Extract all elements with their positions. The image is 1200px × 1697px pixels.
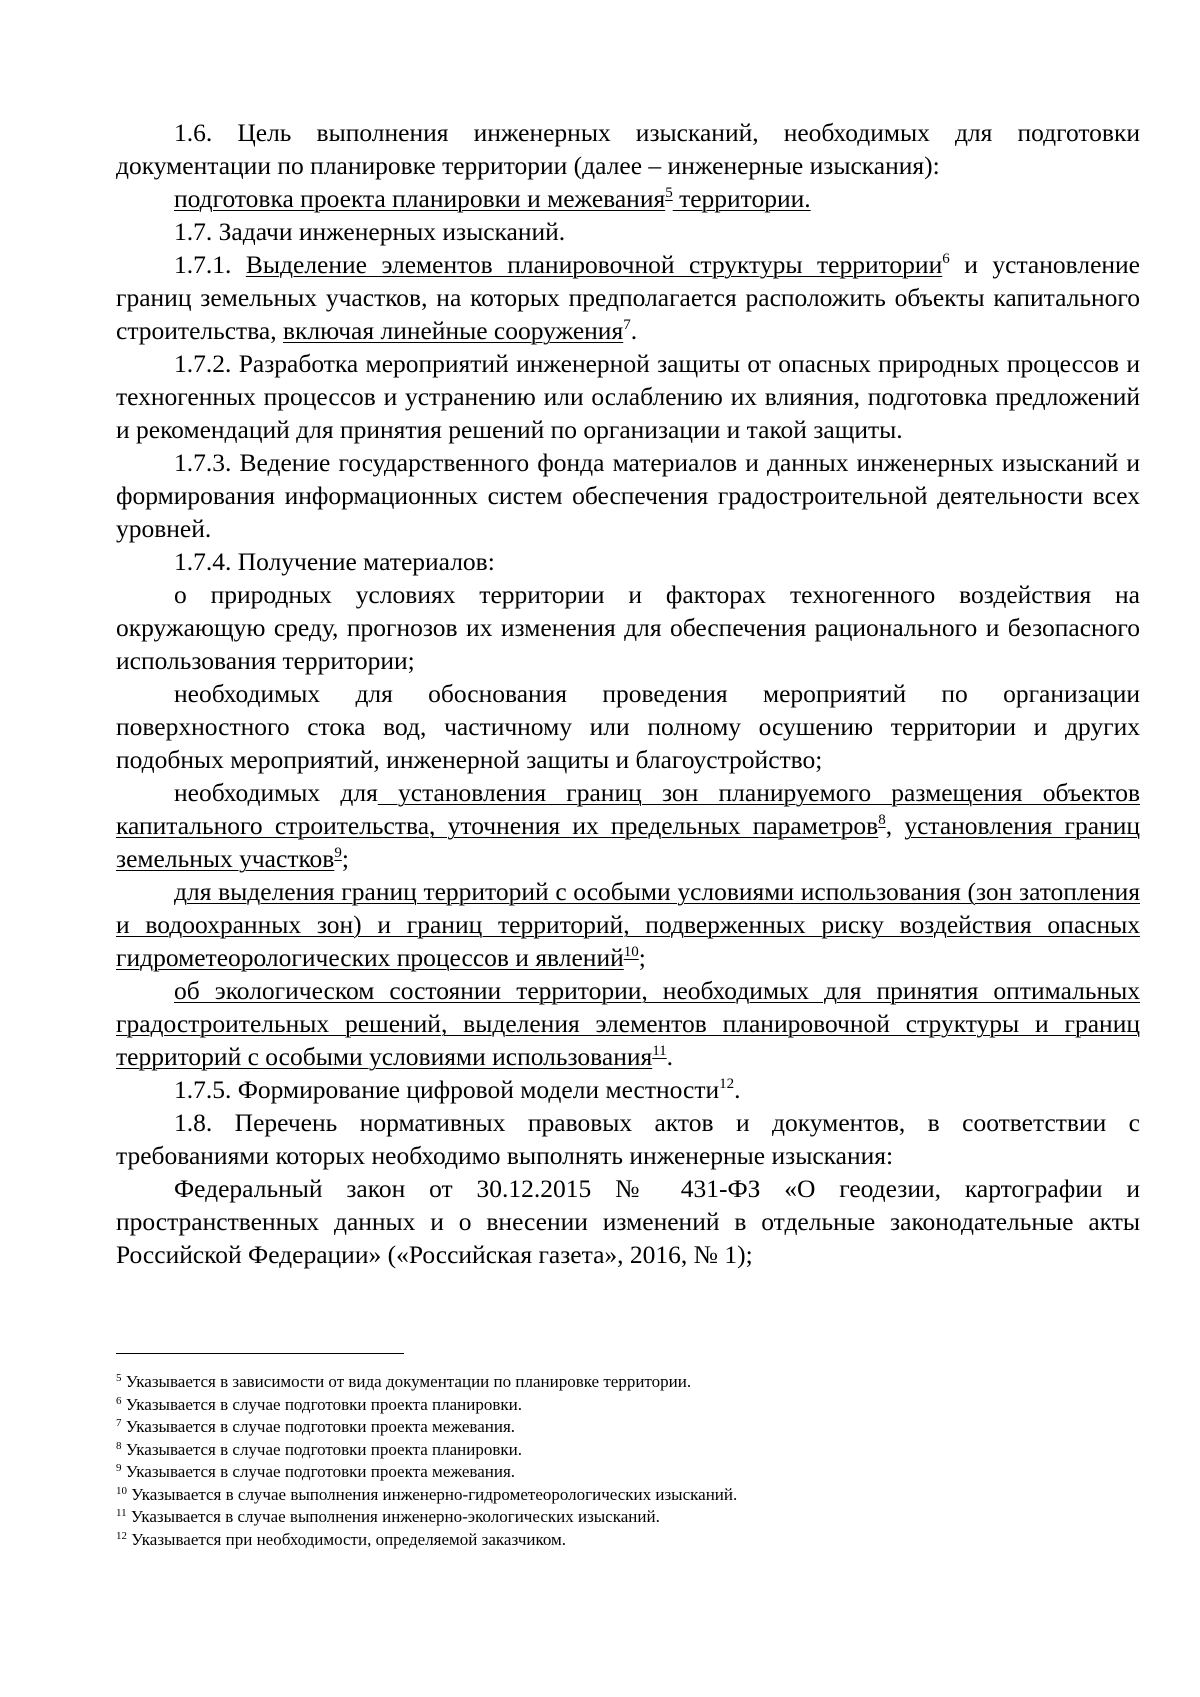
footnote-number: 8 [116,1439,122,1452]
footnote-separator [116,1353,404,1354]
footnote-ref-7: 7 [623,317,631,333]
paragraph-text: . [734,1075,741,1104]
underlined-text: включая линейные сооружения [282,316,624,345]
paragraph-text: и установление границ земельных участков, на которых предполагается расположить объекты капитального строительства, [116,250,1140,345]
footnote-text: Указывается при необходимости, определяемой заказчиком. [127,1529,567,1549]
list-item-natural-conditions [116,578,1140,677]
paragraph-text: Федеральный закон от 30.12.2015 № 431-ФЗ «О геодезии, картографии и пространственных данных и о внесении изменений в отдельные законодательные акты Российской Федерации» («Российская газета», 2016, № 1); [116,1174,1140,1269]
document-body [116,116,1140,1271]
paragraph-text: 1.7.4. Получение материалов: [174,547,495,576]
footnote-number: 6 [116,1394,122,1407]
paragraph-1-7-2 [116,347,1140,446]
list-item-ecology [116,974,1140,1073]
footnote-5 [116,1371,1140,1394]
underlined-text: территории. [672,184,811,213]
footnote-ref-12: 12 [719,1076,735,1092]
underlined-text: подготовка проекта планировки и межевания [174,184,666,213]
footnotes [116,1371,1140,1551]
footnote-11 [116,1506,1140,1529]
paragraph-text: . [630,316,638,345]
footnote-text: Указывается в зависимости от вида документации по планировке территории. [121,1372,692,1391]
paragraph-text: ; [341,844,349,873]
paragraph-text: 1.7.3. Ведение государственного фонда материалов и данных инженерных изысканий и формирования информационных систем обеспечения градостроительной деятельности всех уровней. [116,448,1140,543]
footnote-ref-9: 9 [334,845,342,861]
footnote-10 [116,1484,1140,1507]
paragraph-text: 1.6. Цель выполнения инженерных изысканий, необходимых для подготовки документации по планировке территории (далее – инженерные изыскания): [116,118,1140,180]
footnote-number: 5 [116,1372,122,1384]
footnote-number: 10 [116,1484,127,1497]
list-item-federal-law [116,1172,1140,1271]
paragraph-1-8 [116,1106,1140,1172]
footnote-text: Указывается в случае подготовки проекта межевания. [121,1462,516,1481]
list-item-special-zones [116,875,1140,974]
paragraph-text: необходимых для обоснования проведения мероприятий по организации поверхностного стока вод, частичному или полному осушению территории и других подобных мероприятий, инженерной защиты и благоустройство; [116,679,1140,774]
footnote-ref-10: 10 [623,944,639,960]
footnote-7 [116,1416,1140,1439]
footnote-number: 7 [116,1417,122,1429]
paragraph-1-7-4 [116,545,1140,578]
underlined-text: для выделения границ территорий с особыми условиями использования (зон затопления и водоохранных зон) и границ территорий, подверженных риску воздействия опасных гидрометеорологических процессов и явлений [116,877,1140,972]
footnote-number: 11 [116,1507,127,1519]
list-item-boundaries [116,776,1140,875]
paragraph-text: 1.7.1. [174,250,246,279]
paragraph-1-7 [116,215,1140,248]
underlined-text: об экологическом состоянии территории, необходимых для принятия оптимальных градостроительных решений, выделения элементов планировочной структуры и границ территорий с особыми условиями использования [116,976,1140,1071]
footnote-text: Указывается в случае выполнения инженерно-экологических изысканий. [126,1507,660,1526]
paragraph-1-7-1 [116,248,1140,347]
footnote-text: Указывается в случае подготовки проекта межевания. [121,1417,516,1436]
paragraph-text: , [885,811,905,840]
paragraph-text: 1.7.2. Разработка мероприятий инженерной защиты от опасных природных процессов и техногенных процессов и устранению или ослаблению их влияния, подготовка предложений и рекомендаций для принятия решений по организации и такой защиты. [116,349,1140,444]
paragraph-text: 1.7.5. Формирование цифровой модели местности [174,1075,720,1104]
underlined-text: установления границ зон планируемого размещения объектов капитального строительства, уточнения их предельных параметров [116,778,1140,840]
paragraph-1-6 [116,116,1140,182]
footnote-text: Указывается в случае подготовки проекта планировки. [121,1439,523,1459]
footnote-ref-11: 11 [652,1043,667,1059]
paragraph-text: 1.7. Задачи инженерных изысканий. [174,217,566,246]
underlined-text: Выделение элементов планировочной структуры территории [245,250,943,279]
paragraph-text: 1.8. Перечень нормативных правовых актов и документов, в соответствии с требованиями которых необходимо выполнять инженерные изыскания: [116,1108,1140,1170]
paragraph-text: . [666,1042,674,1071]
paragraph-1-6-goal [116,182,1140,215]
footnote-number: 9 [116,1462,122,1474]
footnote-text: Указывается в случае подготовки проекта планировки. [121,1394,523,1414]
footnote-number: 12 [116,1529,127,1542]
paragraph-text: о природных условиях территории и факторах техногенного воздействия на окружающую среду, прогнозов их изменения для обеспечения рационального и безопасного использования территории; [116,580,1140,675]
footnote-12 [116,1529,1140,1552]
footnote-8 [116,1439,1140,1462]
paragraph-text: ; [638,943,646,972]
footnote-6 [116,1394,1140,1417]
underlined-text: установления границ земельных участков [116,811,1141,873]
footnote-9 [116,1461,1140,1484]
paragraph-1-7-3 [116,446,1140,545]
paragraph-text: необходимых для [174,778,378,807]
footnote-ref-6: 6 [942,251,950,267]
footnote-text: Указывается в случае выполнения инженерно-гидрометеорологических изысканий. [127,1484,738,1504]
list-item-surface-runoff [116,677,1140,776]
footnote-ref-8: 8 [878,812,886,828]
footnote-ref-5: 5 [665,185,673,201]
paragraph-1-7-5 [116,1073,1140,1106]
